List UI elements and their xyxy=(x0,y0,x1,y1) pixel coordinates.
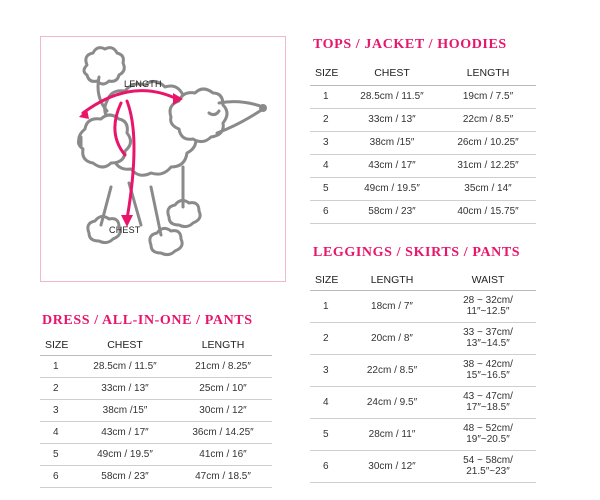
waist-cell xyxy=(440,322,536,354)
measure-cell: 58cm / 23″ xyxy=(76,465,174,487)
waist-in: 21.5″~23″ xyxy=(466,466,510,477)
size-cell: 4 xyxy=(310,386,344,418)
measure-cell: 28.5cm / 11.5″ xyxy=(344,85,440,108)
table-row xyxy=(310,354,536,386)
measure-cell: 28cm / 11″ xyxy=(344,418,440,450)
measure-cell: 33cm / 13″ xyxy=(76,377,174,399)
table-row xyxy=(310,154,536,177)
size-cell: 2 xyxy=(310,322,344,354)
size-cell: 3 xyxy=(310,131,344,154)
measure-cell: 24cm / 9.5″ xyxy=(344,386,440,418)
size-cell: 1 xyxy=(310,85,344,108)
size-cell: 6 xyxy=(310,200,344,223)
measure-cell: 58cm / 23″ xyxy=(344,200,440,223)
measure-cell: 26cm / 10.25″ xyxy=(440,131,536,154)
measure-cell: 25cm / 10″ xyxy=(174,377,272,399)
waist-cm: 28 ~ 32cm/ xyxy=(463,295,513,306)
length-label: LENGTH xyxy=(124,79,162,89)
waist-cm: 38 ~ 42cm/ xyxy=(463,359,513,370)
poodle-drawing xyxy=(41,37,287,283)
column-header: LENGTH xyxy=(344,270,440,290)
size-cell: 4 xyxy=(40,421,76,443)
table-row xyxy=(310,450,536,482)
tops-size-table xyxy=(310,62,536,224)
table-row xyxy=(310,418,536,450)
measure-cell: 22cm / 8.5″ xyxy=(440,108,536,131)
dress-size-table xyxy=(40,335,272,488)
measure-cell: 21cm / 8.25″ xyxy=(174,355,272,377)
size-cell: 6 xyxy=(310,450,344,482)
size-cell: 5 xyxy=(310,418,344,450)
poodle-illustration xyxy=(40,36,286,282)
table-row xyxy=(40,377,272,399)
waist-cell xyxy=(440,450,536,482)
measure-cell: 49cm / 19.5″ xyxy=(76,443,174,465)
tops-title: TOPS / JACKET / HOODIES xyxy=(313,37,507,52)
table-row xyxy=(310,85,536,108)
column-header: SIZE xyxy=(40,335,76,355)
size-cell: 4 xyxy=(310,154,344,177)
measure-cell: 38cm /15″ xyxy=(76,399,174,421)
waist-in: 13″~14.5″ xyxy=(466,338,510,349)
waist-cell xyxy=(440,418,536,450)
size-cell: 2 xyxy=(310,108,344,131)
table-row xyxy=(40,421,272,443)
table-row xyxy=(40,355,272,377)
waist-cell xyxy=(440,386,536,418)
table-row xyxy=(310,322,536,354)
measure-cell: 30cm / 12″ xyxy=(174,399,272,421)
column-header: LENGTH xyxy=(440,62,536,85)
waist-in: 11″~12.5″ xyxy=(466,306,510,317)
measure-cell: 43cm / 17″ xyxy=(76,421,174,443)
dress-title: DRESS / ALL-IN-ONE / PANTS xyxy=(42,313,253,328)
table-row xyxy=(310,108,536,131)
column-header: SIZE xyxy=(310,62,344,85)
waist-in: 19″~20.5″ xyxy=(466,434,510,445)
size-cell: 1 xyxy=(310,290,344,322)
waist-cm: 43 ~ 47cm/ xyxy=(463,391,513,402)
size-cell: 5 xyxy=(40,443,76,465)
waist-in: 15″~16.5″ xyxy=(466,370,510,381)
table-row xyxy=(310,131,536,154)
table-row xyxy=(40,465,272,487)
table-row xyxy=(310,290,536,322)
waist-cm: 48 ~ 52cm/ xyxy=(463,423,513,434)
table-row xyxy=(40,399,272,421)
size-cell: 3 xyxy=(310,354,344,386)
table-row xyxy=(40,443,272,465)
measure-cell: 30cm / 12″ xyxy=(344,450,440,482)
measure-cell: 43cm / 17″ xyxy=(344,154,440,177)
column-header: CHEST xyxy=(344,62,440,85)
chest-label: CHEST xyxy=(109,225,141,235)
waist-cm: 54 ~ 58cm/ xyxy=(463,455,513,466)
measure-cell: 28.5cm / 11.5″ xyxy=(76,355,174,377)
table-row xyxy=(310,177,536,200)
column-header: WAIST xyxy=(440,270,536,290)
size-cell: 2 xyxy=(40,377,76,399)
table-row xyxy=(310,200,536,223)
size-cell: 1 xyxy=(40,355,76,377)
size-cell: 3 xyxy=(40,399,76,421)
measure-cell: 49cm / 19.5″ xyxy=(344,177,440,200)
column-header: CHEST xyxy=(76,335,174,355)
size-cell: 6 xyxy=(40,465,76,487)
measure-cell: 18cm / 7″ xyxy=(344,290,440,322)
waist-in: 17″~18.5″ xyxy=(466,402,510,413)
leggings-size-table xyxy=(310,270,536,483)
measure-cell: 22cm / 8.5″ xyxy=(344,354,440,386)
measure-cell: 20cm / 8″ xyxy=(344,322,440,354)
table-row xyxy=(310,386,536,418)
column-header: SIZE xyxy=(310,270,344,290)
waist-cell xyxy=(440,354,536,386)
measure-cell: 35cm / 14″ xyxy=(440,177,536,200)
column-header: LENGTH xyxy=(174,335,272,355)
measure-cell: 36cm / 14.25″ xyxy=(174,421,272,443)
measure-cell: 19cm / 7.5″ xyxy=(440,85,536,108)
measure-cell: 40cm / 15.75″ xyxy=(440,200,536,223)
measure-cell: 38cm /15″ xyxy=(344,131,440,154)
leggings-title: LEGGINGS / SKIRTS / PANTS xyxy=(313,245,521,260)
measure-cell: 31cm / 12.25″ xyxy=(440,154,536,177)
nose-dot xyxy=(259,104,267,112)
waist-cm: 33 ~ 37cm/ xyxy=(463,327,513,338)
measure-cell: 47cm / 18.5″ xyxy=(174,465,272,487)
measure-cell: 33cm / 13″ xyxy=(344,108,440,131)
measure-cell: 41cm / 16″ xyxy=(174,443,272,465)
waist-cell xyxy=(440,290,536,322)
size-cell: 5 xyxy=(310,177,344,200)
